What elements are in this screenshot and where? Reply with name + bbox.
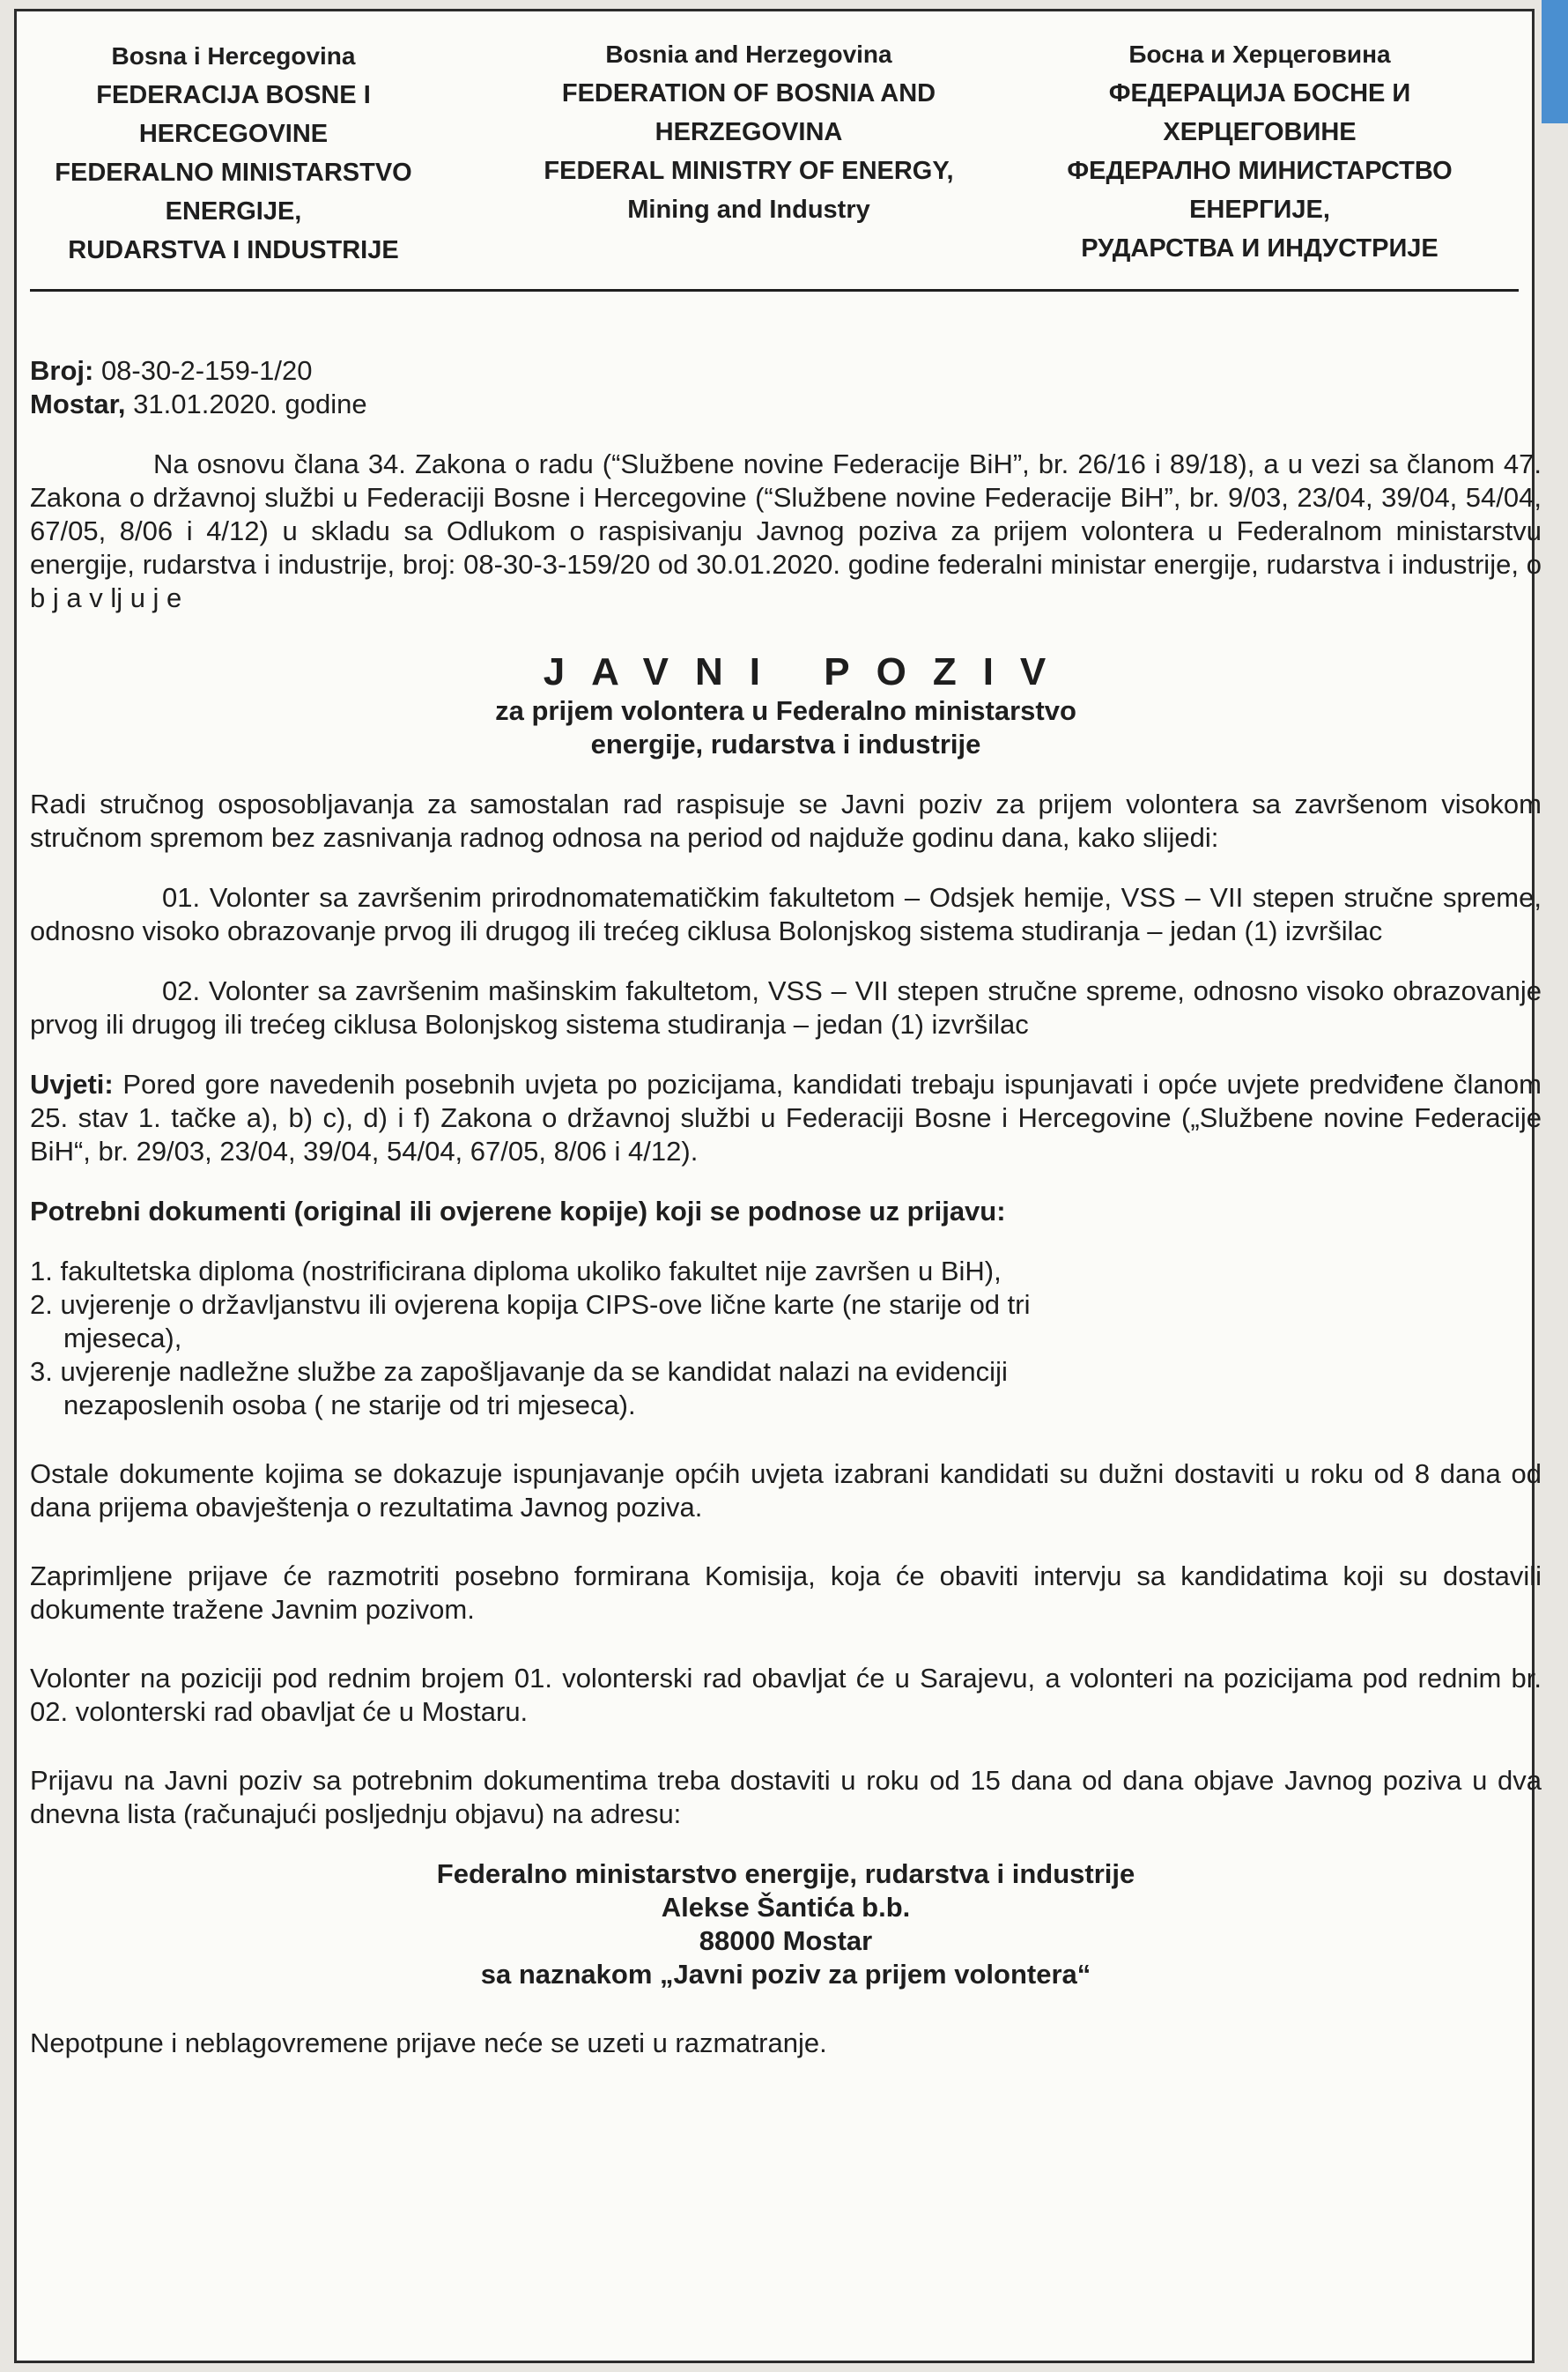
reference-number-label: Broj: bbox=[30, 355, 94, 386]
notice-body bbox=[30, 354, 1542, 2060]
conditions-text: Pored gore navedenih posebnih uvjeta po pozicijama, kandidati trebaju ispunjavati i opće uvjete predviđene članom 25. stav 1. tačke a), b) c), d) i f) Zakona o državnoj službi u Federaciji Bosne i Hercegovine („Službene novine Federacije BiH“, br. 29/03, 23/04, 39/04, 54/04, 67/05, 8/06 i 4/12). bbox=[30, 1069, 1542, 1167]
page-edge-strip bbox=[1542, 0, 1568, 123]
list-item bbox=[30, 1355, 1542, 1422]
document-title: JAVNI POZIV bbox=[543, 650, 1073, 693]
list-item-continuation: mjeseca), bbox=[63, 1323, 182, 1353]
list-item-text: 2. uvjerenje o državljanstvu ili ovjerena kopija CIPS-ove lične karte (ne starije od tri bbox=[30, 1289, 1031, 1320]
header-middle-line: HERZEGOVINA bbox=[655, 118, 843, 146]
paragraph-locations: Volonter na poziciji pod rednim brojem 01. volonterski rad obavljat će u Sarajevu, a volonteri na pozicijama pod rednim br. 02. volonterski rad obavljat će u Mostaru. bbox=[30, 1663, 1542, 1727]
header-right-line: РУДАРСТВА И ИНДУСТРИЈЕ bbox=[1081, 234, 1439, 263]
document-subtitle: energije, rudarstva i industrije bbox=[590, 729, 981, 760]
paragraph-commission: Zaprimljene prijave će razmotriti posebno formirana Komisija, koja će obaviti intervju sa kandidatima koji su dostavili dokumente tražene Javnim pozivom. bbox=[30, 1560, 1542, 1625]
paragraph-other-documents: Ostale dokumente kojima se dokazuje ispunjavanje općih uvjeta izabrani kandidati su dužni dostaviti u roku od 8 dana od dana prijema obavještenja o rezultatima Javnog poziva. bbox=[30, 1458, 1542, 1523]
reference-date-value: 31.01.2020. godine bbox=[125, 389, 367, 419]
reference-number-value: 08-30-2-159-1/20 bbox=[93, 355, 313, 386]
mailing-address bbox=[30, 1857, 1542, 1991]
documents-heading-text: Potrebni dokumenti (original ili ovjerene kopije) koji se podnose uz prijavu: bbox=[30, 1196, 1006, 1227]
header-left-column bbox=[26, 37, 440, 270]
header-left-line: HERCEGOVINE bbox=[138, 120, 329, 148]
header-divider bbox=[30, 289, 1519, 292]
header-middle-country: Bosnia and Herzegovina bbox=[605, 41, 892, 68]
header-right-line: ХЕРЦЕГОВИНЕ bbox=[1163, 118, 1357, 146]
header-right-line: ФЕДЕРАЛНО МИНИСТАРСТВО bbox=[1067, 157, 1453, 185]
list-item bbox=[30, 1288, 1542, 1355]
paragraph-submission: Prijavu na Javni poziv sa potrebnim dokumentima treba dostaviti u roku od 15 dana od dana objave Javnog poziva u dva dnevna lista (računajući posljednju objavu) na adresu: bbox=[30, 1765, 1542, 1829]
list-item-continuation: nezaposlenih osoba ( ne starije od tri mjeseca). bbox=[63, 1390, 636, 1420]
header-left-country: Bosna i Hercegovina bbox=[111, 42, 356, 70]
header-right-column bbox=[1039, 35, 1480, 268]
position-item: 01. Volonter sa završenim prirodnomatematičkim fakultetom – Odsjek hemije, VSS – VII stepen stručne spreme, odnosno visoko obrazovanje prvog ili drugog ili trećeg ciklusa Bolonjskog sistema studiranja – jedan (1) izvršilac bbox=[30, 882, 1542, 946]
documents-heading bbox=[30, 1195, 1542, 1228]
address-line: Federalno ministarstvo energije, rudarstva i industrije bbox=[436, 1858, 1135, 1889]
position-item: 02. Volonter sa završenim mašinskim fakultetom, VSS – VII stepen stručne spreme, odnosno visoko obrazovanje prvog ili drugog ili trećeg ciklusa Bolonjskog sistema studiranja – jedan (1) izvršilac bbox=[30, 975, 1542, 1040]
intro-paragraph: Na osnovu člana 34. Zakona o radu (“Službene novine Federacije BiH”, br. 26/16 i 89/18), a u vezi sa članom 47. Zakona o državnoj službi u Federaciji Bosne i Hercegovine (“Službene novine Federacije BiH”, br. 9/03, 23/04, 39/04, 54/04, 67/05, 8/06 i 4/12) u skladu sa Odlukom o raspisivanju Javnog poziva za prijem volontera u Federalnom ministarstvu energije, rudarstva i industrije, broj: 08-30-3-159/20 od 30.01.2020. godine federalni ministar energije, rudarstva i industrije, o b j a v lj u j e bbox=[30, 448, 1542, 613]
address-line: sa naznakom „Javni poziv za prijem volontera“ bbox=[480, 1959, 1091, 1990]
header-left-line: FEDERALNO MINISTARSTVO bbox=[55, 159, 412, 187]
list-item bbox=[30, 1255, 1542, 1288]
list-item-text: 1. fakultetska diploma (nostrificirana diploma ukoliko fakultet nije završen u BiH), bbox=[30, 1256, 1002, 1286]
address-line: 88000 Mostar bbox=[699, 1925, 873, 1956]
header-middle-line: FEDERATION OF BOSNIA AND bbox=[561, 79, 936, 107]
reference-number bbox=[30, 354, 1542, 388]
closing-note: Nepotpune i neblagovremene prijave neće se uzeti u razmatranje. bbox=[30, 2027, 827, 2058]
header-middle-line: FEDERAL MINISTRY OF ENERGY, bbox=[544, 157, 954, 185]
header-left-line: RUDARSTVA I INDUSTRIJE bbox=[68, 236, 399, 264]
header-left-line: ENERGIJE, bbox=[165, 197, 302, 226]
purpose-paragraph: Radi stručnog osposobljavanja za samostalan rad raspisuje se Javni poziv za prijem volontera sa završenom visokom stručnom spremom bez zasnivanja radnog odnosa na period od najduže godinu dana, kako slijedi: bbox=[30, 789, 1542, 853]
documents-list bbox=[30, 1255, 1542, 1422]
header-right-country: Босна и Херцеговина bbox=[1128, 41, 1391, 68]
conditions-paragraph bbox=[30, 1068, 1542, 1168]
header-middle-line: Mining and Industry bbox=[627, 196, 870, 224]
reference-place-label: Mostar, bbox=[30, 389, 126, 419]
conditions-label: Uvjeti: bbox=[30, 1069, 114, 1100]
reference-place-date bbox=[30, 388, 1542, 421]
header-left-line: FEDERACIJA BOSNE I bbox=[96, 81, 371, 109]
document-subtitle: za prijem volontera u Federalno ministarstvo bbox=[495, 695, 1076, 726]
header-right-line: ФЕДЕРАЦИЈА БОСНЕ И bbox=[1108, 79, 1411, 107]
list-item-text: 3. uvjerenje nadležne službe za zapošljavanje da se kandidat nalazi na evidenciji bbox=[30, 1356, 1008, 1387]
header-right-line: ЕНЕРГИЈЕ, bbox=[1189, 196, 1330, 224]
address-line: Alekse Šantića b.b. bbox=[661, 1892, 911, 1923]
header-middle-column bbox=[502, 35, 995, 229]
